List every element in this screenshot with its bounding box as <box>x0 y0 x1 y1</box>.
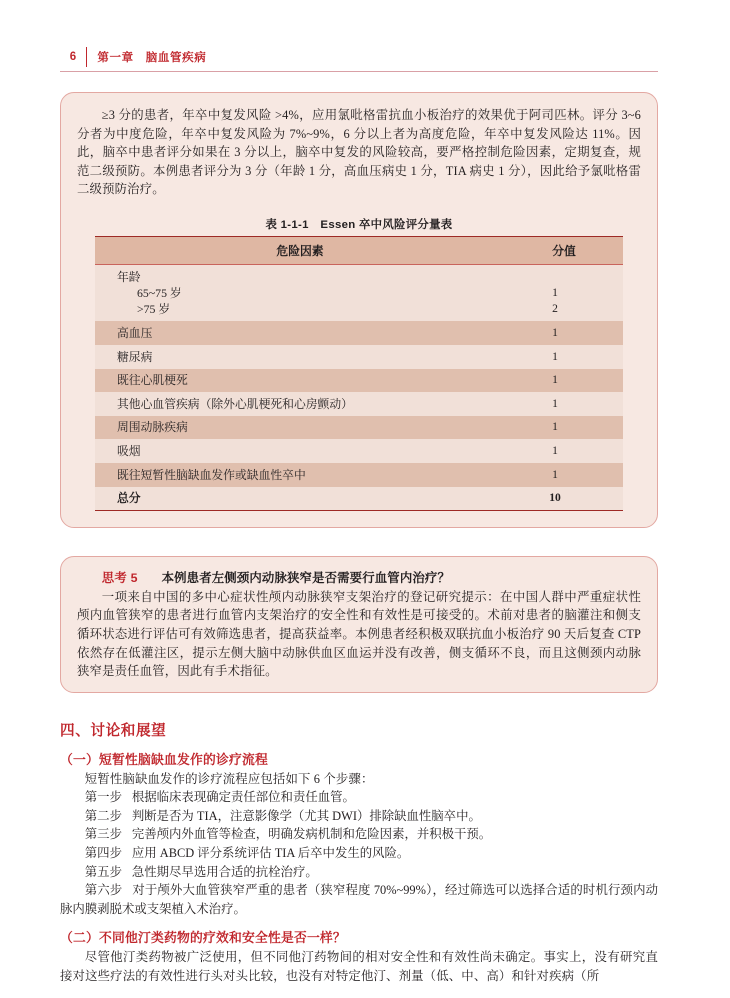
cell-factor-pad: 周围动脉疾病 <box>95 416 505 440</box>
cell-factor-smoking: 吸烟 <box>95 439 505 463</box>
table-row <box>95 463 623 487</box>
essen-score-table <box>95 236 623 511</box>
running-header <box>60 46 658 72</box>
cell-factor-diabetes: 糖尿病 <box>95 345 505 369</box>
column-header-score: 分值 <box>505 236 623 264</box>
step-number-3: 第三步 <box>84 827 122 842</box>
list-item <box>60 881 658 918</box>
subsection-heading-statins: （二）不同他汀类药物的疗效和安全性是否一样？ <box>60 930 346 946</box>
reflection-label: 思考 5 <box>101 571 138 586</box>
cell-value-other-cvd: 1 <box>505 392 623 416</box>
step-text-5: 急性期尽早选用合适的抗栓治疗。 <box>131 864 318 879</box>
table-row <box>95 416 623 440</box>
section-heading-discussion: 四、讨论和展望 <box>60 722 167 739</box>
cell-factor-hypertension: 高血压 <box>95 321 505 345</box>
table-row <box>95 321 623 345</box>
cell-value-pad: 1 <box>505 416 623 440</box>
cell-value-prior-mi: 1 <box>505 369 623 393</box>
table-row <box>95 439 623 463</box>
statins-paragraph: 尽管他汀类药物被广泛使用，但不同他汀药物间的相对安全性和有效性尚未确定。事实上，没有研究直接对这些疗法的有效性进行头对头比较，也没有对特定他汀、剂量（低、中、高）和针对疾病（所 <box>60 950 658 984</box>
list-item <box>60 788 658 807</box>
reflection-question: 本例患者左侧颈内动脉狭窄是否需要行血管内治疗？ <box>161 571 451 586</box>
table-row <box>95 369 623 393</box>
table-row <box>95 345 623 369</box>
cell-factor-age <box>95 264 505 321</box>
age-group-label: 年龄 <box>117 269 141 284</box>
column-header-risk-factor: 危险因素 <box>95 236 505 264</box>
step-number-4: 第四步 <box>84 846 122 861</box>
step-text-4: 应用 ABCD 评分系统评估 TIA 后卒中发生的风险。 <box>131 846 410 861</box>
essen-score-table-wrapper <box>95 216 623 511</box>
table-row-age <box>95 264 623 321</box>
cell-factor-prior-mi: 既往心肌梗死 <box>95 369 505 393</box>
step-number-1: 第一步 <box>84 790 122 805</box>
tia-workflow-steps <box>60 788 658 918</box>
list-item <box>60 807 658 826</box>
chapter-title: 第一章 脑血管疾病 <box>97 52 207 64</box>
page-number: 6 <box>69 51 77 63</box>
callout-paragraph: ≥3 分的患者，年卒中复发风险 >4%，应用氯吡格雷抗血小板治疗的效果优于阿司匹林。评分 3~6 分者为中度危险，年卒中复发风险为 7%~9%，6 分以上者为高度危险，年卒中复发风险达 11%。因此，脑卒中患者评分如果在 3 分以上，脑卒中复发的风险较高，要严格控制危险因素，定期复查，规范二级预防。本例患者评分为 3 分（年龄 1 分，高血压病史 1 分，TIA 病史 1 分），因此给予氯吡格雷二级预防治疗。 <box>77 108 641 197</box>
table-head <box>95 236 623 264</box>
cell-value-prior-tia-stroke: 1 <box>505 463 623 487</box>
table-header-row <box>95 236 623 264</box>
reflection-paragraph: 一项来自中国的多中心症状性颅内动脉狭窄支架治疗的登记研究提示：在中国人群中严重症状性颅内血管狭窄的患者进行血管内支架治疗的安全性和有效性是可接受的。术前对患者的脑灌注和侧支循环状态进行评估可有效筛选患者，提高获益率。本例患者经积极双联抗血小板治疗 90 天后复查 CTP 依然存在低灌注区，提示左侧大脑中动脉供血区血运并没有改善，侧支循环不良，而且这侧颈内动脉狭窄是责任血管，因此有手术指征。 <box>77 589 641 679</box>
callout-box-reflection <box>60 556 658 693</box>
list-item <box>60 863 658 882</box>
cell-value-total: 10 <box>505 487 623 511</box>
cell-value-diabetes: 1 <box>505 345 623 369</box>
step-text-6: 对于颅外大血管狭窄严重的患者（狭窄程度 70%~99%），经过筛选可以选择合适的时机行颈内动脉内膜剥脱术或支架植入术治疗。 <box>60 883 659 916</box>
cell-value-smoking: 1 <box>505 439 623 463</box>
tia-workflow-intro: 短暂性脑缺血发作的诊疗流程应包括如下 6 个步骤： <box>84 771 374 786</box>
age-subrow-65-75: 65~75 岁 <box>137 285 182 300</box>
callout-box-scoring <box>60 92 658 528</box>
step-number-6: 第六步 <box>84 883 123 898</box>
subsection-heading-tia-workflow: （一）短暂性脑缺血发作的诊疗流程 <box>60 751 268 767</box>
cell-factor-prior-tia-stroke: 既往短暂性脑缺血发作或缺血性卒中 <box>95 463 505 487</box>
value-age-65-75: 1 <box>552 285 558 299</box>
age-subrow-over-75: >75 岁 <box>137 302 171 317</box>
cell-value-age <box>505 264 623 321</box>
table-caption: 表 1-1-1 Essen 卒中风险评分量表 <box>265 218 453 231</box>
reflection-heading <box>77 569 641 588</box>
table-row-total <box>95 487 623 511</box>
cell-factor-total: 总分 <box>95 487 505 511</box>
cell-factor-other-cvd: 其他心血管疾病（除外心肌梗死和心房颤动） <box>95 392 505 416</box>
cell-value-hypertension: 1 <box>505 321 623 345</box>
list-item <box>60 844 658 863</box>
step-number-2: 第二步 <box>84 808 122 823</box>
step-number-5: 第五步 <box>84 864 122 879</box>
header-divider <box>86 47 87 67</box>
value-age-over-75: 2 <box>552 302 558 316</box>
step-text-3: 完善颅内外血管等检查，明确发病机制和危险因素，并积极干预。 <box>131 827 492 842</box>
table-row <box>95 392 623 416</box>
step-text-1: 根据临床表现确定责任部位和责任血管。 <box>131 790 355 805</box>
table-body <box>95 264 623 510</box>
step-text-2: 判断是否为 TIA，注意影像学（尤其 DWI）排除缺血性脑卒中。 <box>131 808 481 823</box>
list-item <box>60 825 658 844</box>
